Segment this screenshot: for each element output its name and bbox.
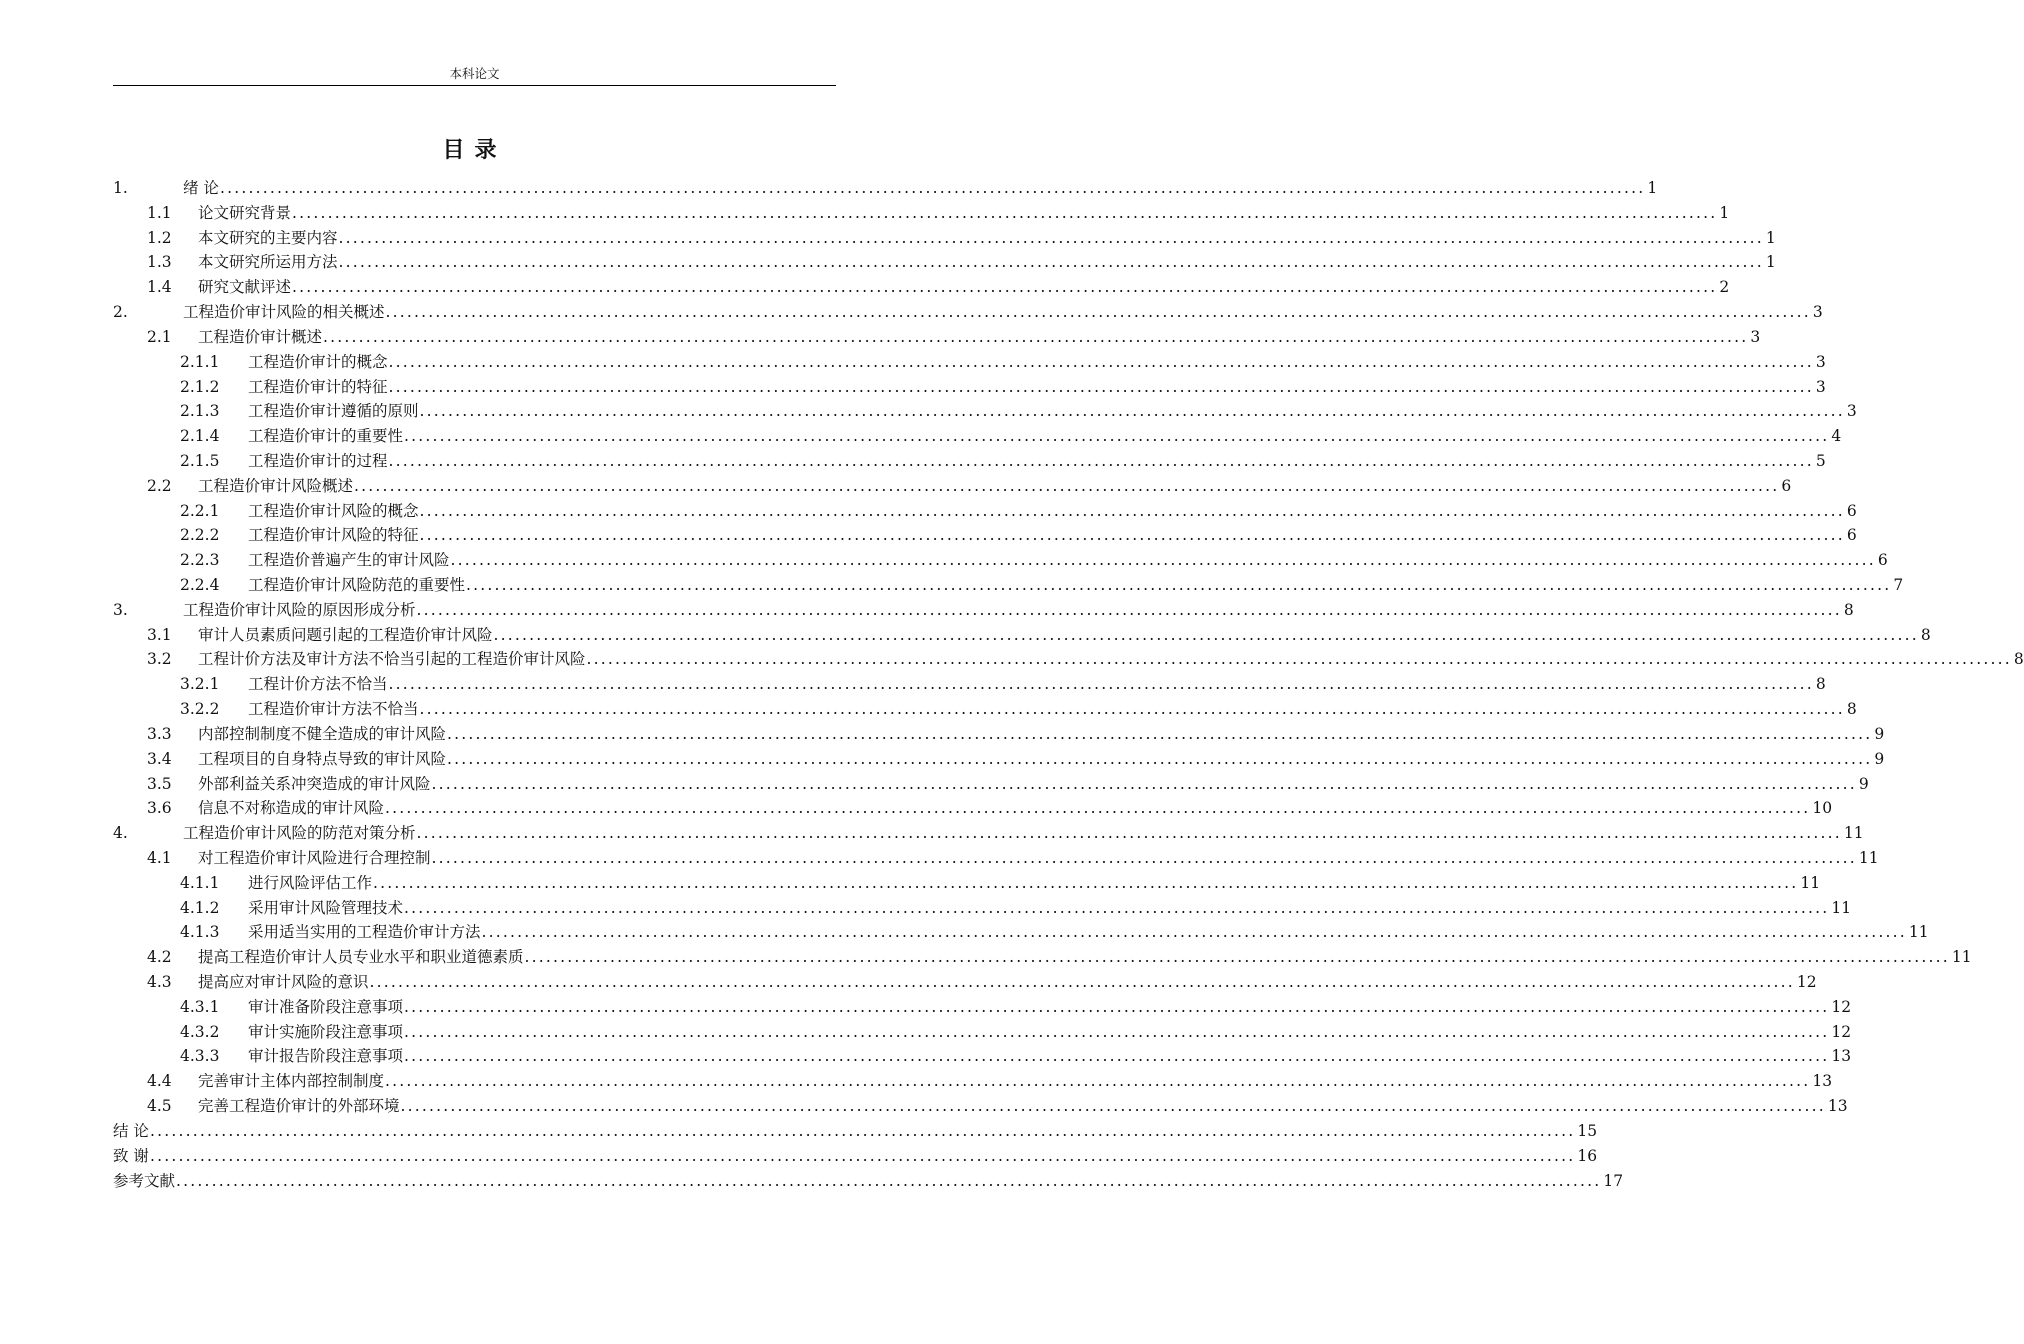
toc-entry-label: 工程造价审计的概念 (248, 352, 388, 371)
toc-entry-number: 1.3 (147, 253, 172, 272)
toc-entry-number: 3.2.1 (180, 675, 220, 694)
toc-entry-page: 11 (1951, 948, 1972, 967)
toc-leader-dots: ........................................................................................................................................................................................................ (481, 923, 1907, 942)
toc-leader-dots: ........................................................................................................................................................................................................ (416, 600, 1842, 619)
toc-leader-dots: ........................................................................................................................................................................................................ (447, 749, 1873, 768)
toc-entry-number: 4.2 (147, 948, 172, 967)
toc-entry-number: 4.3.2 (180, 1022, 220, 1041)
toc-entry-label: 工程造价审计的重要性 (248, 427, 404, 446)
toc-entry-page: 1 (1765, 228, 1776, 247)
toc-entry[interactable] (113, 474, 1792, 499)
toc-entry-label: 工程造价审计的特征 (248, 377, 388, 396)
toc-entry-page: 8 (1843, 600, 1854, 619)
toc-entry-page: 8 (1846, 700, 1857, 719)
toc-entry[interactable] (113, 970, 1817, 995)
toc-entry-label: 工程造价审计的过程 (248, 451, 388, 470)
toc-entry-page: 1 (1765, 253, 1776, 272)
toc-entry-number: 4.5 (147, 1097, 172, 1116)
toc-entry-label: 审计准备阶段注意事项 (248, 997, 404, 1016)
toc-entry-label: 工程造价审计风险的相关概述 (183, 303, 385, 322)
table-of-contents (113, 176, 2024, 1193)
toc-entry[interactable] (113, 275, 1730, 300)
toc-entry-number: 4.1.1 (180, 873, 220, 892)
toc-leader-dots: ........................................................................................................................................................................................................ (404, 898, 1830, 917)
toc-leader-dots: ........................................................................................................................................................................................................ (385, 1072, 1811, 1091)
toc-entry[interactable] (113, 1119, 1598, 1144)
toc-leader-dots: ........................................................................................................................................................................................................ (338, 253, 1764, 272)
toc-leader-dots: ........................................................................................................................................................................................................ (404, 997, 1830, 1016)
toc-entry-label: 进行风险评估工作 (248, 873, 373, 892)
toc-leader-dots: ........................................................................................................................................................................................................ (338, 228, 1764, 247)
toc-entry[interactable] (113, 697, 1857, 722)
toc-entry-page: 6 (1877, 551, 1888, 570)
toc-entry-page: 1 (1647, 179, 1658, 197)
toc-entry-page: 12 (1831, 997, 1852, 1016)
toc-entry-number: 3.2 (147, 650, 172, 669)
toc-entry-number: 1.2 (147, 228, 172, 247)
toc-entry-page: 5 (1815, 451, 1826, 470)
toc-entry-label: 绪 论 (183, 179, 219, 197)
toc-entry-number: 4.1.3 (180, 923, 220, 942)
toc-leader-dots: ........................................................................................................................................................................................................ (369, 973, 1795, 991)
toc-entry-label: 工程计价方法不恰当 (248, 675, 388, 694)
toc-entry-page: 6 (1781, 476, 1792, 495)
toc-leader-dots: ........................................................................................................................................................................................................ (586, 650, 2012, 669)
toc-leader-dots: ........................................................................................................................................................................................................ (404, 427, 1830, 446)
toc-entry-number: 3. (113, 600, 128, 619)
toc-leader-dots: ........................................................................................................................................................................................................ (447, 724, 1873, 743)
toc-entry-page: 9 (1858, 774, 1869, 793)
toc-entry[interactable] (113, 821, 1864, 846)
toc-entry[interactable] (113, 573, 1904, 598)
toc-entry-page: 12 (1796, 973, 1817, 991)
toc-entry[interactable] (113, 796, 1833, 821)
toc-entry-page: 3 (1846, 402, 1857, 421)
toc-entry[interactable] (113, 672, 1826, 697)
toc-entry-label: 完善工程造价审计的外部环境 (198, 1097, 400, 1116)
toc-entry-page: 13 (1827, 1097, 1848, 1116)
toc-entry-page: 3 (1750, 327, 1761, 346)
toc-entry[interactable] (113, 399, 1857, 424)
toc-leader-dots: ........................................................................................................................................................................................................ (354, 476, 1780, 495)
header-rule (113, 85, 836, 86)
toc-entry-page: 8 (2013, 650, 2024, 669)
toc-entry[interactable] (113, 1020, 1852, 1045)
toc-leader-dots: ........................................................................................................................................................................................................ (419, 501, 1845, 520)
toc-entry-number: 2.1.2 (180, 377, 220, 396)
toc-entry-page: 2 (1719, 278, 1730, 297)
toc-entry-page: 9 (1874, 749, 1885, 768)
toc-leader-dots: ........................................................................................................................................................................................................ (400, 1097, 1826, 1116)
toc-leader-dots: ........................................................................................................................................................................................................ (385, 799, 1811, 818)
toc-entry[interactable] (113, 598, 1854, 623)
toc-entry[interactable] (113, 350, 1826, 375)
toc-entry-number: 2.1.1 (180, 352, 220, 371)
toc-entry[interactable] (113, 201, 1730, 226)
toc-entry-label: 外部利益关系冲突造成的审计风险 (198, 774, 431, 793)
toc-entry-number: 4.4 (147, 1072, 172, 1091)
toc-entry-number: 4. (113, 824, 128, 843)
toc-entry[interactable] (113, 1069, 1833, 1094)
toc-entry-number: 2.2 (147, 476, 172, 495)
toc-leader-dots: ........................................................................................................................................................................................................ (385, 303, 1811, 322)
toc-leader-dots: ........................................................................................................................................................................................................ (149, 1146, 1576, 1165)
toc-leader-dots: ........................................................................................................................................................................................................ (419, 402, 1845, 421)
toc-leader-dots: ........................................................................................................................................................................................................ (388, 377, 1814, 396)
toc-entry[interactable] (113, 871, 1821, 896)
toc-leader-dots: ........................................................................................................................................................................................................ (176, 1171, 1602, 1190)
toc-entry-page: 15 (1577, 1121, 1598, 1140)
toc-entry-number: 2.1 (147, 327, 172, 346)
toc-entry-label: 采用审计风险管理技术 (248, 898, 404, 917)
toc-entry-label: 工程造价审计风险的原因形成分析 (183, 600, 416, 619)
toc-entry[interactable] (113, 846, 1879, 871)
toc-entry-number: 1.1 (147, 203, 172, 222)
toc-entry[interactable] (113, 449, 1826, 474)
toc-leader-dots: ........................................................................................................................................................................................................ (404, 1047, 1830, 1066)
toc-entry-page: 11 (1908, 923, 1929, 942)
toc-entry-page: 3 (1815, 377, 1826, 396)
toc-entry-number: 2.1.5 (180, 451, 220, 470)
toc-entry-label: 工程造价审计风险的防范对策分析 (183, 824, 416, 843)
toc-entry[interactable] (113, 1144, 1598, 1169)
toc-entry[interactable] (113, 896, 1852, 921)
toc-entry[interactable] (113, 375, 1826, 400)
toc-entry[interactable] (113, 1094, 1848, 1119)
toc-entry-number: 1.4 (147, 278, 172, 297)
toc-entry-label: 工程造价审计风险的概念 (248, 501, 419, 520)
toc-leader-dots: ........................................................................................................................................................................................................ (416, 824, 1842, 843)
toc-entry[interactable] (113, 623, 1931, 648)
toc-title: 目录 (442, 138, 507, 163)
toc-leader-dots: ........................................................................................................................................................................................................ (373, 873, 1799, 892)
toc-entry-page: 3 (1812, 303, 1823, 322)
toc-entry-label: 对工程造价审计风险进行合理控制 (198, 848, 431, 867)
toc-entry-page: 8 (1815, 675, 1826, 694)
toc-leader-dots: ........................................................................................................................................................................................................ (404, 1022, 1830, 1041)
toc-leader-dots: ........................................................................................................................................................................................................ (323, 327, 1749, 346)
toc-leader-dots: ........................................................................................................................................................................................................ (524, 948, 1950, 967)
toc-entry-label: 工程造价审计风险概述 (198, 476, 354, 495)
toc-entry-label: 工程造价审计遵循的原则 (248, 402, 419, 421)
toc-entry-page: 10 (1812, 799, 1833, 818)
toc-entry-label: 工程造价普遍产生的审计风险 (248, 551, 450, 570)
toc-entry[interactable] (113, 325, 1761, 350)
toc-leader-dots: ........................................................................................................................................................................................................ (388, 675, 1814, 694)
toc-entry[interactable] (113, 499, 1857, 524)
toc-entry-label: 参考文献 (113, 1171, 176, 1190)
toc-entry[interactable] (113, 250, 1776, 275)
toc-leader-dots: ........................................................................................................................................................................................................ (419, 700, 1845, 719)
toc-entry-label: 工程造价审计风险防范的重要性 (248, 576, 466, 594)
toc-entry-number: 2.2.3 (180, 551, 220, 570)
toc-entry-label: 审计报告阶段注意事项 (248, 1047, 404, 1066)
toc-entry-label: 结 论 (113, 1121, 149, 1140)
toc-entry-page: 11 (1858, 848, 1879, 867)
toc-leader-dots: ........................................................................................................................................................................................................ (149, 1121, 1576, 1140)
toc-entry-label: 致 谢 (113, 1146, 149, 1165)
toc-entry-number: 3.3 (147, 724, 172, 743)
toc-entry-label: 论文研究背景 (198, 203, 292, 222)
toc-leader-dots: ........................................................................................................................................................................................................ (388, 451, 1814, 470)
toc-entry-page: 13 (1831, 1047, 1852, 1066)
toc-entry-page: 16 (1577, 1146, 1598, 1165)
toc-leader-dots: ........................................................................................................................................................................................................ (450, 551, 1876, 570)
toc-entry-label: 提高应对审计风险的意识 (198, 973, 369, 991)
toc-entry-page: 17 (1603, 1171, 1624, 1190)
toc-entry-label: 信息不对称造成的审计风险 (198, 799, 385, 818)
toc-entry-page: 9 (1874, 724, 1885, 743)
toc-entry-label: 采用适当实用的工程造价审计方法 (248, 923, 481, 942)
toc-entry[interactable] (113, 722, 1885, 747)
toc-entry[interactable] (113, 523, 1857, 548)
toc-entry-page: 6 (1846, 526, 1857, 545)
toc-entry-label: 工程造价审计风险的特征 (248, 526, 419, 545)
toc-entry-number: 4.3.1 (180, 997, 220, 1016)
toc-entry-page: 11 (1800, 873, 1821, 892)
toc-leader-dots: ........................................................................................................................................................................................................ (493, 625, 1919, 644)
toc-leader-dots: ........................................................................................................................................................................................................ (431, 848, 1857, 867)
toc-entry-page: 1 (1719, 203, 1730, 222)
toc-entry[interactable] (113, 1044, 1852, 1069)
toc-entry-number: 3.1 (147, 625, 172, 644)
toc-entry-number: 2.2.4 (180, 576, 220, 594)
toc-leader-dots: ........................................................................................................................................................................................................ (219, 179, 1646, 197)
toc-entry-label: 内部控制制度不健全造成的审计风险 (198, 724, 447, 743)
toc-entry-page: 3 (1815, 352, 1826, 371)
toc-entry[interactable] (113, 945, 1972, 970)
toc-entry-page: 6 (1846, 501, 1857, 520)
toc-entry[interactable] (113, 995, 1852, 1020)
toc-entry-label: 研究文献评述 (198, 278, 292, 297)
toc-entry[interactable] (113, 300, 1823, 325)
toc-entry[interactable] (113, 226, 1776, 251)
toc-entry-page: 4 (1831, 427, 1842, 446)
toc-entry-number: 3.6 (147, 799, 172, 818)
toc-entry[interactable] (113, 424, 1842, 449)
toc-entry-label: 本文研究所运用方法 (198, 253, 338, 272)
toc-entry-label: 本文研究的主要内容 (198, 228, 338, 247)
toc-entry-number: 2.1.4 (180, 427, 220, 446)
toc-entry[interactable] (113, 176, 1658, 201)
toc-entry-number: 3.2.2 (180, 700, 220, 719)
toc-entry-page: 13 (1812, 1072, 1833, 1091)
toc-entry-label: 审计实施阶段注意事项 (248, 1022, 404, 1041)
toc-entry-number: 4.1.2 (180, 898, 220, 917)
toc-entry-number: 1. (113, 179, 128, 197)
toc-entry-page: 11 (1831, 898, 1852, 917)
toc-entry-label: 提高工程造价审计人员专业水平和职业道德素质 (198, 948, 524, 967)
toc-entry-label: 完善审计主体内部控制制度 (198, 1072, 385, 1091)
toc-entry-number: 3.4 (147, 749, 172, 768)
toc-leader-dots: ........................................................................................................................................................................................................ (292, 278, 1718, 297)
toc-entry-page: 11 (1843, 824, 1864, 843)
toc-leader-dots: ........................................................................................................................................................................................................ (466, 576, 1892, 594)
toc-entry-number: 4.3 (147, 973, 172, 991)
toc-entry-label: 工程项目的自身特点导致的审计风险 (198, 749, 447, 768)
toc-entry-number: 2. (113, 303, 128, 322)
toc-entry[interactable] (113, 548, 1888, 573)
toc-entry-page: 12 (1831, 1022, 1852, 1041)
toc-entry-number: 2.2.1 (180, 501, 220, 520)
toc-entry-page: 8 (1920, 625, 1931, 644)
toc-leader-dots: ........................................................................................................................................................................................................ (419, 526, 1845, 545)
toc-entry-number: 4.1 (147, 848, 172, 867)
toc-entry-number: 4.3.3 (180, 1047, 220, 1066)
toc-entry-label: 工程造价审计概述 (198, 327, 323, 346)
toc-entry[interactable] (113, 647, 2024, 672)
toc-entry-label: 工程造价审计方法不恰当 (248, 700, 419, 719)
page-header: 本科论文 (449, 66, 500, 81)
toc-entry-number: 2.1.3 (180, 402, 220, 421)
toc-leader-dots: ........................................................................................................................................................................................................ (292, 203, 1718, 222)
toc-entry-number: 3.5 (147, 774, 172, 793)
toc-leader-dots: ........................................................................................................................................................................................................ (388, 352, 1814, 371)
toc-leader-dots: ........................................................................................................................................................................................................ (431, 774, 1857, 793)
toc-entry-page: 7 (1893, 576, 1904, 594)
toc-entry-label: 审计人员素质问题引起的工程造价审计风险 (198, 625, 493, 644)
toc-entry[interactable] (113, 920, 1929, 945)
toc-entry[interactable] (113, 1169, 1624, 1194)
toc-entry-number: 2.2.2 (180, 526, 220, 545)
toc-entry[interactable] (113, 772, 1869, 797)
toc-entry-label: 工程计价方法及审计方法不恰当引起的工程造价审计风险 (198, 650, 586, 669)
toc-entry[interactable] (113, 747, 1885, 772)
